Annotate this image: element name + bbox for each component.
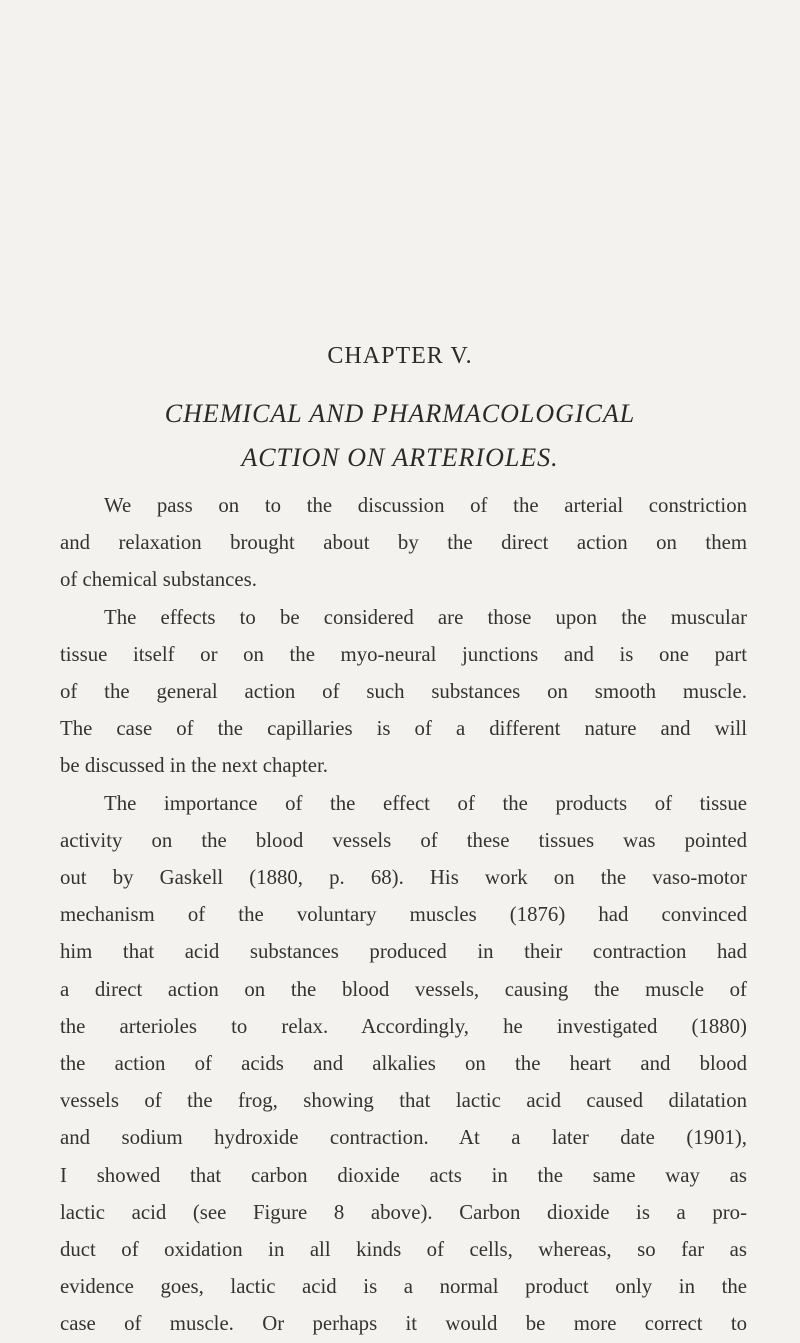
text-line: out by Gaskell (1880, p. 68). His work on the vaso-motor	[60, 866, 747, 890]
text-line: The case of the capillaries is of a different nature and will	[60, 717, 747, 741]
text-line: case of muscle. Or perhaps it would be more correct to	[60, 1312, 747, 1336]
chapter-title	[0, 392, 800, 480]
text-line: the arterioles to relax. Accordingly, he investigated (1880)	[60, 1014, 747, 1038]
chapter-number: CHAPTER V.	[327, 343, 473, 369]
text-line: a direct action on the blood vessels, causing the muscle of	[60, 977, 747, 1001]
text-line: him that acid substances produced in their contraction had	[60, 940, 747, 964]
text-line: lactic acid (see Figure 8 above). Carbon dioxide is a pro-	[60, 1200, 747, 1224]
paragraph	[60, 785, 747, 1343]
text-line: evidence goes, lactic acid is a normal product only in the	[60, 1275, 747, 1299]
text-line: and relaxation brought about by the direct action on them	[60, 531, 747, 555]
text-line: be discussed in the next chapter.	[60, 754, 328, 778]
text-line: vessels of the frog, showing that lactic acid caused dilatation	[60, 1089, 747, 1113]
text-line: We pass on to the discussion of the arterial constriction	[104, 494, 747, 517]
chapter-title-line: ACTION ON ARTERIOLES.	[241, 443, 559, 472]
text-line: mechanism of the voluntary muscles (1876) had convinced	[60, 903, 747, 927]
text-line: and sodium hydroxide contraction. At a later date (1901),	[60, 1126, 747, 1150]
text-line: duct of oxidation in all kinds of cells, whereas, so far as	[60, 1238, 747, 1262]
text-line: activity on the blood vessels of these tissues was pointed	[60, 828, 747, 852]
body-text	[60, 487, 747, 1343]
chapter-title-line: CHEMICAL AND PHARMACOLOGICAL	[164, 399, 636, 428]
paragraph	[60, 487, 747, 599]
text-line: tissue itself or on the myo-neural junctions and is one part	[60, 642, 747, 666]
text-line: of chemical substances.	[60, 568, 257, 592]
text-line: The importance of the effect of the products of tissue	[104, 791, 747, 815]
text-line: The effects to be considered are those upon the muscular	[104, 605, 747, 629]
text-line: of the general action of such substances on smooth muscle.	[60, 680, 747, 704]
paragraph	[60, 599, 747, 785]
text-line: the action of acids and alkalies on the heart and blood	[60, 1052, 747, 1076]
text-line: I showed that carbon dioxide acts in the same way as	[60, 1163, 747, 1187]
